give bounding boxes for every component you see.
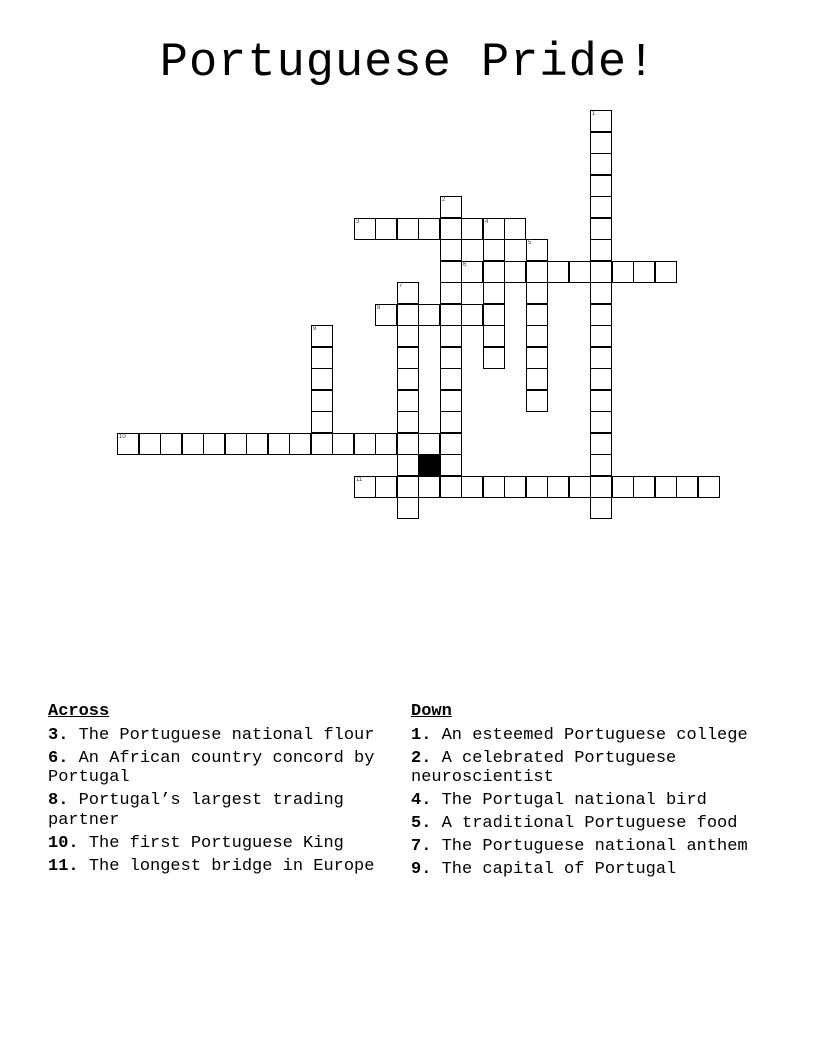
grid-cell[interactable] xyxy=(590,454,612,476)
grid-cell[interactable] xyxy=(590,132,612,154)
clue-number-label: 10 xyxy=(119,434,126,440)
grid-cell[interactable] xyxy=(440,325,462,347)
grid-cell[interactable] xyxy=(397,476,419,498)
puzzle-title: Portuguese Pride! xyxy=(159,37,657,90)
clue-number: 7. xyxy=(411,837,432,856)
grid-cell[interactable] xyxy=(590,497,612,519)
grid-cell[interactable] xyxy=(590,282,612,304)
clue-text: The Portuguese national flour xyxy=(78,725,375,745)
clue-text: An African country concord by Portugal xyxy=(48,748,375,787)
grid-cell[interactable] xyxy=(440,261,462,283)
clue-number: 5. xyxy=(411,814,432,833)
down-clue xyxy=(411,860,771,880)
down-clues xyxy=(411,702,771,883)
grid-cell[interactable] xyxy=(397,497,419,519)
grid-cell[interactable] xyxy=(590,325,612,347)
grid-cell[interactable] xyxy=(461,304,483,326)
grid-cell[interactable] xyxy=(311,411,333,433)
grid-cell[interactable] xyxy=(526,304,548,326)
grid-cell[interactable] xyxy=(590,218,612,240)
grid-cell[interactable] xyxy=(590,175,612,197)
grid-cell[interactable] xyxy=(397,411,419,433)
grid-cell[interactable] xyxy=(440,239,462,261)
grid-cell[interactable] xyxy=(289,433,311,455)
grid-cell[interactable] xyxy=(461,218,483,240)
grid-cell[interactable] xyxy=(590,239,612,261)
clue-number: 3. xyxy=(48,725,69,745)
grid-cell[interactable] xyxy=(526,325,548,347)
grid-cell[interactable] xyxy=(354,476,376,498)
grid-cell[interactable] xyxy=(483,282,505,304)
grid-cell[interactable] xyxy=(311,325,333,347)
grid-cell[interactable] xyxy=(483,218,505,240)
grid-cell[interactable] xyxy=(590,261,612,283)
grid-cell[interactable] xyxy=(483,261,505,283)
grid-cell[interactable] xyxy=(655,476,677,498)
grid-cell[interactable] xyxy=(483,239,505,261)
grid-cell[interactable] xyxy=(311,347,333,369)
clue-text: A traditional Portuguese food xyxy=(441,814,738,833)
grid-cell[interactable] xyxy=(418,476,440,498)
clue-number: 4. xyxy=(411,791,432,810)
grid-cell[interactable] xyxy=(612,476,634,498)
clue-number-label: 1 xyxy=(592,111,596,117)
grid-cell[interactable] xyxy=(526,390,548,412)
grid-cell[interactable] xyxy=(483,476,505,498)
grid-cell[interactable] xyxy=(590,433,612,455)
grid-cell[interactable] xyxy=(397,218,419,240)
grid-cell[interactable] xyxy=(590,304,612,326)
across-clue xyxy=(48,791,398,830)
clue-number-label: 8 xyxy=(377,305,381,311)
clue-text: The Portugal national bird xyxy=(441,791,707,810)
grid-cell[interactable] xyxy=(590,476,612,498)
grid-cell[interactable] xyxy=(483,304,505,326)
clue-number: 10. xyxy=(48,833,79,853)
across-clue xyxy=(48,749,398,788)
clue-number: 2. xyxy=(411,748,432,768)
down-heading: Down xyxy=(411,702,452,721)
grid-cell[interactable] xyxy=(612,261,634,283)
grid-cell[interactable] xyxy=(440,411,462,433)
across-clues xyxy=(48,702,398,880)
grid-cell[interactable] xyxy=(569,261,591,283)
clue-text: An esteemed Portuguese college xyxy=(441,725,748,745)
grid-cell[interactable] xyxy=(268,433,290,455)
grid-cell[interactable] xyxy=(311,390,333,412)
grid-cell[interactable] xyxy=(311,433,333,455)
clue-number: 9. xyxy=(411,860,432,879)
clue-number-label: 6 xyxy=(463,262,467,268)
grid-cell[interactable] xyxy=(440,282,462,304)
grid-cell[interactable] xyxy=(418,433,440,455)
grid-cell[interactable] xyxy=(461,261,483,283)
clue-text: Portugal’s largest trading partner xyxy=(48,791,344,830)
grid-cell[interactable] xyxy=(397,325,419,347)
grid-cell[interactable] xyxy=(203,433,225,455)
grid-cell[interactable] xyxy=(526,476,548,498)
clue-number-label: 9 xyxy=(313,326,317,332)
across-heading: Across xyxy=(48,702,110,721)
grid-cell[interactable] xyxy=(440,433,462,455)
grid-cell[interactable] xyxy=(526,261,548,283)
clue-number-label: 4 xyxy=(485,219,489,225)
grid-cell[interactable] xyxy=(139,433,161,455)
grid-cell[interactable] xyxy=(483,325,505,347)
down-clue xyxy=(411,726,771,746)
grid-cell[interactable] xyxy=(182,433,204,455)
grid-cell[interactable] xyxy=(504,261,526,283)
grid-cell[interactable] xyxy=(590,390,612,412)
grid-cell[interactable] xyxy=(547,476,569,498)
grid-cell[interactable] xyxy=(483,347,505,369)
grid-cell[interactable] xyxy=(440,390,462,412)
across-clue xyxy=(48,726,398,746)
clue-text: The Portuguese national anthem xyxy=(441,837,748,856)
grid-cell[interactable] xyxy=(440,476,462,498)
clue-text: The first Portuguese King xyxy=(88,833,344,853)
grid-cell[interactable] xyxy=(440,218,462,240)
grid-cell[interactable] xyxy=(160,433,182,455)
clue-number: 6. xyxy=(48,748,69,768)
grid-cell[interactable] xyxy=(440,347,462,369)
grid-cell[interactable] xyxy=(354,433,376,455)
grid-cell[interactable] xyxy=(461,476,483,498)
grid-cell[interactable] xyxy=(397,282,419,304)
grid-cell[interactable] xyxy=(504,476,526,498)
grid-cell[interactable] xyxy=(590,411,612,433)
clue-text: The longest bridge in Europe xyxy=(88,856,375,876)
clue-number-label: 7 xyxy=(399,283,403,289)
clue-number: 1. xyxy=(411,725,432,745)
clue-number-label: 5 xyxy=(528,240,532,246)
grid-cell[interactable] xyxy=(246,433,268,455)
down-clue xyxy=(411,749,771,788)
grid-cell[interactable] xyxy=(633,476,655,498)
clue-text: The capital of Portugal xyxy=(441,860,677,879)
grid-cell[interactable] xyxy=(418,304,440,326)
grid-cell[interactable] xyxy=(354,218,376,240)
grid-cell[interactable] xyxy=(397,390,419,412)
clue-number-label: 2 xyxy=(442,197,446,203)
grid-cell[interactable] xyxy=(526,368,548,390)
grid-cell[interactable] xyxy=(590,196,612,218)
grid-cell[interactable] xyxy=(375,433,397,455)
clue-number: 8. xyxy=(48,791,69,810)
grid-cell[interactable] xyxy=(590,110,612,132)
grid-cell[interactable] xyxy=(526,239,548,261)
down-clue xyxy=(411,837,771,857)
grid-cell[interactable] xyxy=(375,304,397,326)
grid-cell[interactable] xyxy=(225,433,247,455)
black-cell xyxy=(418,454,440,476)
grid-cell[interactable] xyxy=(397,368,419,390)
clue-number-label: 3 xyxy=(356,219,360,225)
grid-cell[interactable] xyxy=(375,476,397,498)
grid-cell[interactable] xyxy=(440,304,462,326)
grid-cell[interactable] xyxy=(397,433,419,455)
clue-text: A celebrated Portuguese neuroscientist xyxy=(411,748,677,787)
grid-cell[interactable] xyxy=(655,261,677,283)
down-clue xyxy=(411,791,771,811)
grid-cell[interactable] xyxy=(397,304,419,326)
grid-cell[interactable] xyxy=(311,368,333,390)
grid-cell[interactable] xyxy=(440,368,462,390)
grid-cell[interactable] xyxy=(633,261,655,283)
grid-cell[interactable] xyxy=(547,261,569,283)
grid-cell[interactable] xyxy=(526,347,548,369)
grid-cell[interactable] xyxy=(440,454,462,476)
grid-cell[interactable] xyxy=(590,347,612,369)
grid-cell[interactable] xyxy=(526,282,548,304)
grid-cell[interactable] xyxy=(418,218,440,240)
grid-cell[interactable] xyxy=(590,368,612,390)
grid-cell[interactable] xyxy=(332,433,354,455)
grid-cell[interactable] xyxy=(375,218,397,240)
grid-cell[interactable] xyxy=(698,476,720,498)
clue-number-label: 11 xyxy=(356,477,363,483)
grid-cell[interactable] xyxy=(397,347,419,369)
grid-cell[interactable] xyxy=(569,476,591,498)
across-clue xyxy=(48,857,398,877)
clue-number: 11. xyxy=(48,856,79,876)
down-clue xyxy=(411,814,771,834)
grid-cell[interactable] xyxy=(440,196,462,218)
grid-cell[interactable] xyxy=(676,476,698,498)
grid-cell[interactable] xyxy=(117,433,139,455)
grid-cell[interactable] xyxy=(590,153,612,175)
grid-cell[interactable] xyxy=(397,454,419,476)
across-clue xyxy=(48,834,398,854)
grid-cell[interactable] xyxy=(504,218,526,240)
